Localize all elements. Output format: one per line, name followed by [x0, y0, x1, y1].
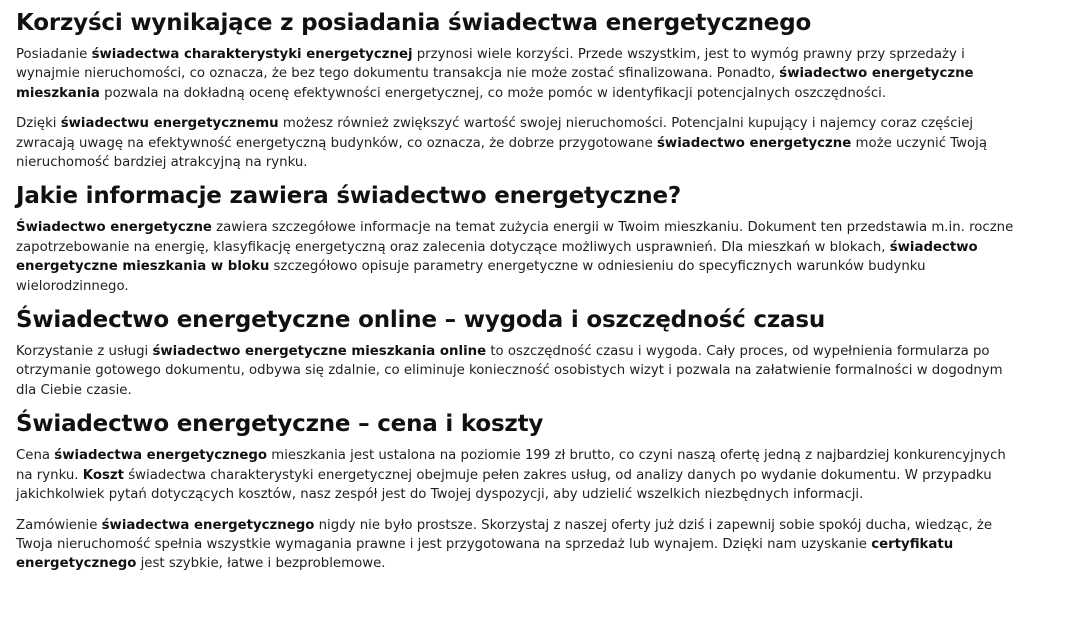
- text-run: jest szybkie, łatwe i bezproblemowe.: [136, 556, 386, 572]
- section-online: [16, 303, 1022, 400]
- text-run: szczegółowo opisuje parametry energetyczne w odniesieniu do specyficznych warunków budynku wielorodzinnego.: [16, 259, 926, 294]
- text-run: Zamówienie: [16, 517, 102, 533]
- text-run: zawiera szczegółowe informacje na temat zużycia energii w Twoim mieszkaniu. Dokument ten przedstawia m.in. roczne zapotrzebowanie na energię, klasyfikację energetyczną oraz zalecenia dotyczące możliwych usprawnień. Dla mieszkań w blokach,: [16, 220, 1014, 255]
- text-run: może uczynić Twoją nieruchomość bardziej atrakcyjną na rynku.: [16, 135, 988, 171]
- bold-phrase: świadectwa charakterystyki energetycznej: [91, 47, 413, 62]
- section-heading: Korzyści wynikające z posiadania świadectwa energetycznego: [16, 10, 812, 36]
- text-run: mieszkania jest ustalona na poziomie 199 zł brutto, co czyni naszą ofertę jedną z najbardziej konkurencyjnych na rynku.: [16, 448, 1006, 483]
- text-run: Korzystanie z usługi: [16, 344, 153, 360]
- bold-phrase: świadectwa energetycznego: [54, 448, 268, 464]
- bold-phrase: certyfikatu energetycznego: [16, 536, 954, 572]
- paragraph: [16, 342, 1022, 400]
- text-run: nigdy nie było prostsze. Skorzystaj z naszej oferty już dziś i zapewnij sobie spokój ducha, wiedząc, że Twoja nieruchomość spełnia wszystkie wymagania prawne i jest przygotowana na sprzedaż lub wynajem. Dzięki nam uzyskanie: [16, 517, 993, 552]
- paragraph: [16, 114, 1022, 172]
- section-heading: Świadectwo energetyczne online – wygoda i oszczędność czasu: [16, 307, 826, 334]
- text-run: możesz również zwiększyć wartość swojej nieruchomości. Potencjalni kupujący i najemcy coraz częściej zwracają uwagę na efektywność energetyczną budynków, co oznacza, że dobrze przygotowane: [16, 116, 974, 151]
- text-run: Posiadanie: [16, 47, 92, 62]
- section-price: [16, 407, 1022, 573]
- text-run: pozwala na dokładną ocenę efektywności energetycznej, co może pomóc w identyfikacji potencjalnych oszczędności.: [99, 85, 887, 101]
- section-information: [16, 179, 1022, 296]
- paragraph: [16, 45, 1022, 103]
- bold-phrase: świadectwo energetyczne mieszkania w bloku: [16, 239, 978, 275]
- text-run: przynosi wiele korzyści. Przede wszystkim, jest to wymóg prawny przy sprzedaży i wynajmie nieruchomości, co oznacza, że bez tego dokumentu transakcja nie może zostać sfinalizowana. Ponadto,: [16, 47, 965, 82]
- bold-phrase: świadectwo energetyczne: [657, 135, 852, 151]
- bold-phrase: świadectwa energetycznego: [101, 517, 315, 533]
- bold-phrase: świadectwu energetycznemu: [60, 116, 279, 132]
- section-heading: Jakie informacje zawiera świadectwo energetyczne?: [16, 183, 681, 210]
- section-benefits: [16, 6, 1022, 172]
- paragraph: [16, 446, 1022, 504]
- section-heading: Świadectwo energetyczne – cena i koszty: [16, 411, 544, 438]
- text-run: świadectwa charakterystyki energetycznej obejmuje pełen zakres usług, od analizy danych po wydanie dokumentu. W przypadku jakichkolwiek pytań dotyczących kosztów, nasz zespół jest do Twojej dyspozycji, aby udzielić wszelkich niezbędnych informacji.: [16, 467, 992, 503]
- text-run: to oszczędność czasu i wygoda. Cały proces, od wypełnienia formularza po otrzymanie gotowego dokumentu, odbywa się zdalnie, co eliminuje konieczność osobistych wizyt i pozwala na załatwienie formalności w dogodnym dla Ciebie czasie.: [16, 344, 1003, 398]
- bold-phrase: Koszt: [82, 467, 124, 483]
- paragraph: [16, 218, 1022, 296]
- text-run: Cena: [16, 448, 55, 464]
- text-run: Dzięki: [16, 116, 61, 132]
- bold-phrase: świadectwo energetyczne mieszkania online: [152, 344, 487, 360]
- bold-phrase: świadectwo energetyczne mieszkania: [16, 66, 974, 101]
- bold-phrase: Świadectwo energetyczne: [16, 220, 212, 236]
- paragraph: [16, 516, 1022, 574]
